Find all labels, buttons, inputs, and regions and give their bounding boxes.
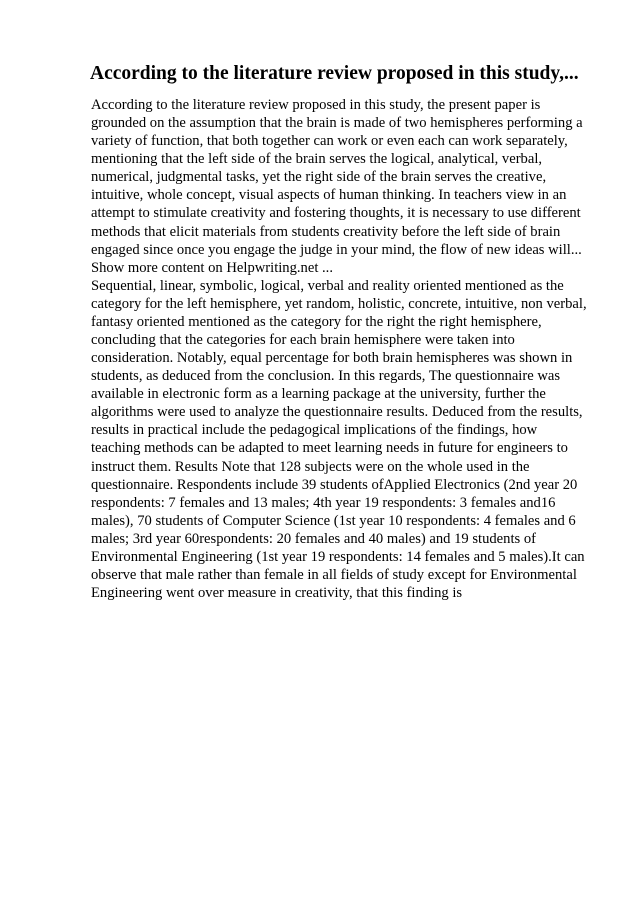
- text-line: Show more content on Helpwriting.net ...: [91, 259, 333, 276]
- document-body: [91, 96, 587, 602]
- text-line: methods that elicit materials from students creativity before the left side of brain: [91, 223, 561, 240]
- text-line: mentioning that the left side of the brain serves the logical, analytical, verbal,: [91, 151, 543, 168]
- text-line: respondents: 7 females and 13 males; 4th year 19 respondents: 3 females and16: [91, 494, 556, 511]
- text-line: males), 70 students of Computer Science (1st year 10 respondents: 4 females and 6: [91, 512, 576, 529]
- text-line: observe that male rather than female in all fields of study except for Environmental: [91, 567, 577, 584]
- text-line: fantasy oriented mentioned as the category for the right the right hemisphere,: [91, 313, 542, 330]
- text-line: category for the left hemisphere, yet random, holistic, concrete, intuitive, non verbal,: [91, 295, 587, 312]
- text-line: engaged since once you engage the judge in your mind, the flow of new ideas will...: [91, 241, 582, 258]
- text-line: questionnaire. Respondents include 39 students ofApplied Electronics (2nd year 20: [91, 476, 578, 493]
- text-line: Environmental Engineering (1st year 19 respondents: 14 females and 5 males).It can: [91, 548, 585, 565]
- text-line: instruct them. Results Note that 128 subjects were on the whole used in the: [91, 458, 530, 475]
- text-line: grounded on the assumption that the brain is made of two hemispheres performing a: [91, 115, 583, 132]
- text-line: students, as deduced from the conclusion. In this regards, The questionnaire was: [91, 368, 561, 385]
- text-line: Engineering went over measure in creativity, that this finding is: [91, 585, 463, 602]
- text-line: Sequential, linear, symbolic, logical, verbal and reality oriented mentioned as the: [91, 277, 564, 294]
- paragraph-1: [91, 96, 583, 277]
- text-line: available in electronic form as a learning package at the university, further the: [91, 386, 546, 403]
- text-line: consideration. Notably, equal percentage for both brain hemispheres was shown in: [91, 350, 573, 367]
- text-line: teaching methods can be adapted to meet learning needs in future for engineers to: [91, 440, 568, 457]
- text-line: attempt to stimulate creativity and fostering thoughts, it is necessary to use different: [91, 205, 581, 222]
- text-line: algorithms were used to analyze the questionnaire results. Deduced from the results,: [91, 404, 583, 421]
- text-line: numerical, judgmental tasks, yet the right side of the brain serves the creative,: [91, 169, 547, 186]
- text-line: variety of function, that both together can work or even each can work separately,: [91, 133, 568, 150]
- text-line: results in practical include the pedagogical implications of the findings, how: [91, 422, 538, 439]
- document-title: According to the literature review proposed in this study,...: [90, 63, 579, 84]
- text-line: concluding that the categories for each brain hemisphere were taken into: [91, 332, 515, 349]
- paragraph-2: [91, 277, 587, 602]
- text-line: According to the literature review proposed in this study, the present paper is: [91, 97, 541, 113]
- text-line: males; 3rd year 60respondents: 20 females and 40 males) and 19 students of: [91, 530, 536, 547]
- text-line: intuitive, whole concept, visual aspects of human thinking. In teachers view in an: [91, 187, 567, 204]
